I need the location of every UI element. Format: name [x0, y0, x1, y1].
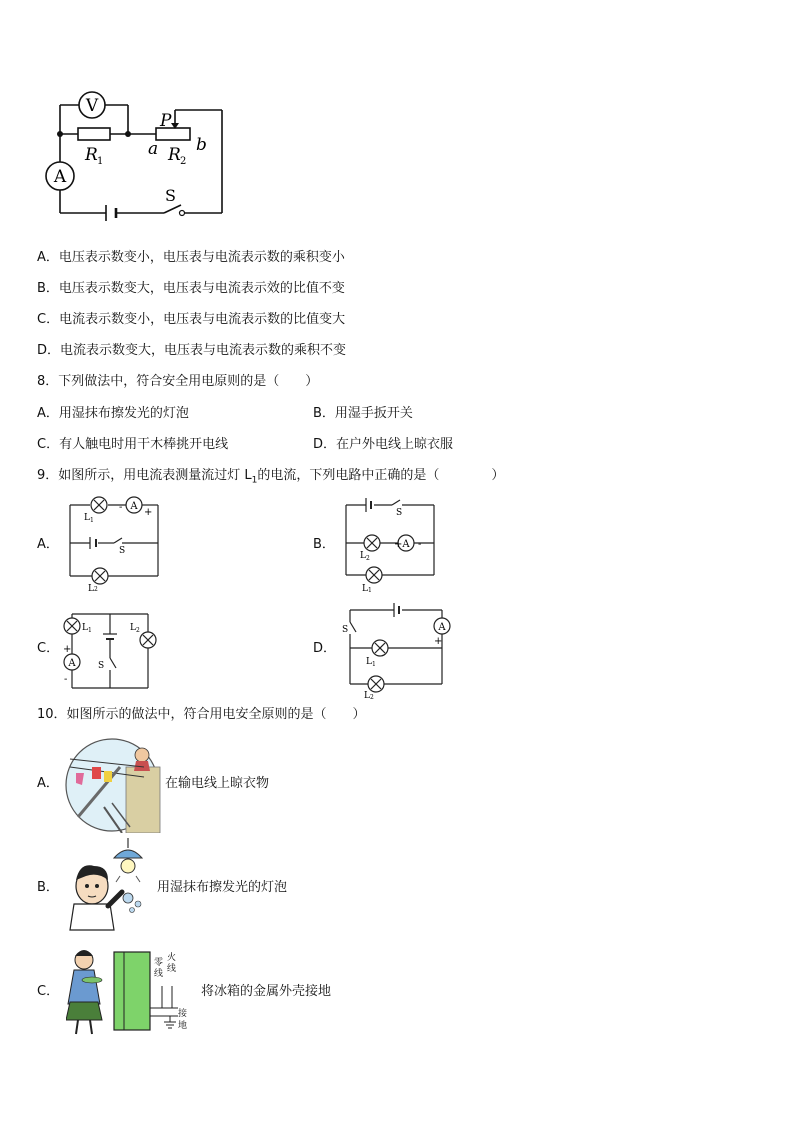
r1-subscript: 1	[97, 156, 104, 167]
minus-sign: -	[64, 674, 68, 685]
q9-stem-sub: 1	[251, 475, 258, 486]
q10-option-a-text: 在输电线上晾衣物	[165, 776, 270, 791]
q9-stem	[37, 467, 504, 490]
minus-sign: -	[119, 502, 123, 513]
lamp2-sub: 2	[366, 555, 370, 562]
r1-label: R	[85, 145, 98, 165]
wiping-lamp-illustration	[62, 838, 158, 934]
lamp1-sub: 1	[90, 517, 94, 524]
plus-sign: +	[434, 636, 443, 647]
lamp1-label: L	[82, 623, 88, 633]
q9-diagram-a	[62, 493, 168, 591]
lamp2-label: L	[130, 623, 136, 633]
q9-stem-post: 的电流，下列电路中正确的是（ ）	[257, 468, 505, 483]
q9-diagram-c	[58, 606, 164, 696]
zero-line-label: 零线	[154, 958, 164, 979]
q8-stem: 8．下列做法中，符合安全用电原则的是（ ）	[37, 374, 319, 389]
lamp2-sub: 2	[94, 586, 98, 591]
ammeter-label: A	[438, 622, 446, 633]
lamp1-sub: 1	[368, 587, 372, 593]
q7-option-d: D．电流表示数变大，电压表与电流表示数的乘积不变	[37, 343, 347, 358]
ammeter-label: A	[68, 658, 76, 669]
live-line-label: 火线	[167, 953, 177, 974]
ammeter-label: A	[53, 167, 67, 187]
plus-sign: +	[394, 539, 403, 550]
q9-option-c-label: C．	[37, 641, 60, 656]
q9-option-a-label: A．	[37, 537, 59, 552]
point-a-label: a	[148, 139, 159, 159]
voltmeter-label: V	[85, 96, 99, 116]
lamp2-label: L	[88, 584, 94, 591]
q8-option-b: B．用湿手扳开关	[313, 406, 413, 421]
switch-label: S	[396, 508, 403, 518]
q9-diagram-b	[338, 493, 444, 593]
q10-option-a-label: A．	[37, 776, 59, 791]
lamp1-sub: 1	[372, 661, 376, 668]
r2-label: R	[168, 145, 181, 165]
q10-option-b-label: B．	[37, 880, 59, 895]
plus-sign: +	[63, 644, 72, 655]
q9-option-d-label: D．	[313, 641, 337, 656]
q7-option-a: A．电压表示数变小，电压表与电流表示数的乘积变小	[37, 250, 345, 265]
q10-option-c-label: C．	[37, 984, 60, 999]
q8-option-c: C．有人触电时用干木棒挑开电线	[37, 437, 229, 452]
lamp2-sub: 2	[136, 627, 140, 634]
r2-subscript: 2	[180, 156, 187, 167]
minus-sign: -	[418, 539, 422, 550]
lamp2-label: L	[364, 691, 370, 700]
lamp2-sub: 2	[370, 694, 374, 700]
switch-label: S	[165, 186, 176, 205]
q7-option-b: B．电压表示数变大，电压表与电流表示效的比值不变	[37, 281, 345, 296]
ground-label: 接地	[178, 1009, 188, 1031]
ammeter-label: A	[402, 539, 410, 550]
ammeter-label: A	[130, 501, 138, 512]
q10-stem: 10．如图所示的做法中，符合用电安全原则的是（ ）	[37, 707, 366, 722]
clothes-on-powerline-illustration	[64, 737, 164, 833]
q8-option-a: A．用湿抹布擦发光的灯泡	[37, 406, 189, 421]
plus-sign: +	[144, 507, 153, 518]
switch-label: S	[119, 546, 126, 556]
switch-label: S	[342, 625, 349, 635]
point-p-label: P	[160, 111, 172, 131]
switch-label: S	[98, 661, 105, 671]
q7-circuit-diagram	[38, 88, 233, 223]
q9-diagram-d	[338, 600, 458, 700]
q10-option-c-text: 将冰箱的金属外壳接地	[201, 984, 332, 999]
q8-option-d: D．在户外电线上晾衣服	[313, 437, 454, 452]
lamp1-label: L	[84, 513, 90, 523]
lamp1-label: L	[366, 657, 372, 667]
q9-option-b-label: B．	[313, 537, 335, 552]
q10-option-b-text: 用湿抹布擦发光的灯泡	[157, 880, 288, 895]
lamp1-label: L	[362, 584, 368, 593]
q7-option-c: C．电流表示数变小，电压表与电流表示数的比值变大	[37, 312, 346, 327]
lamp2-label: L	[360, 551, 366, 561]
lamp1-sub: 1	[88, 627, 92, 634]
point-b-label: b	[196, 135, 207, 155]
q9-stem-pre: 9．如图所示，用电流表测量流过灯 L	[37, 468, 252, 483]
